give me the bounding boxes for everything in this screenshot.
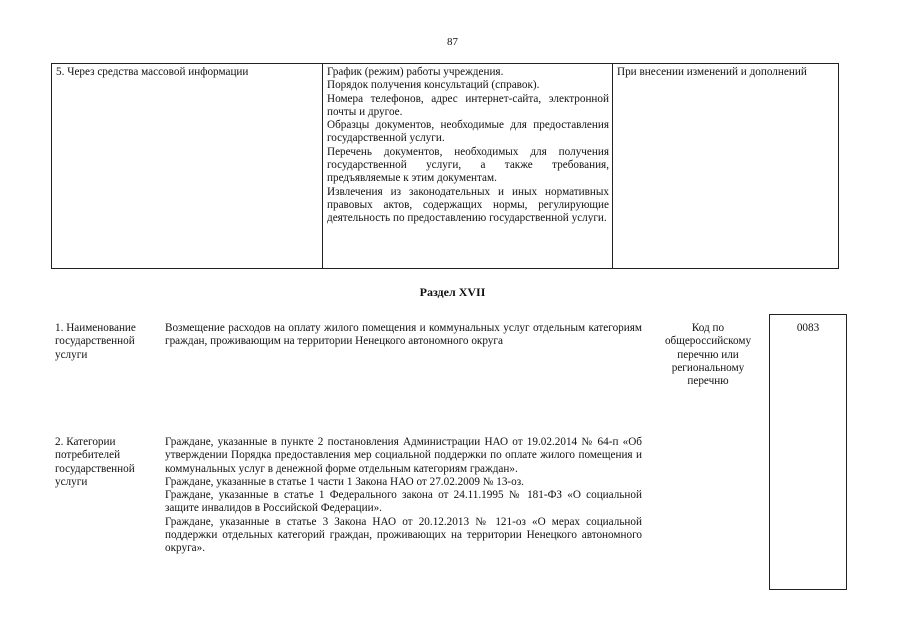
content-paragraph: Перечень документов, необходимых для получения государственной услуги, а также требования, предъявляемые к этим документам.	[327, 145, 609, 185]
code-label: Код по общероссийскому перечню или региональному перечню	[664, 322, 752, 388]
content-paragraph: Порядок получения консультаций (справок).	[327, 79, 540, 92]
content-cell	[323, 64, 613, 268]
content-paragraph: График (режим) работы учреждения.	[327, 66, 504, 78]
content-paragraph: Номера телефонов, адрес интернет-сайта, электронной почты и другое.	[327, 92, 609, 118]
service-name: Возмещение расходов на оплату жилого помещения и коммунальных услуг отдельным категориям граждан, проживающим на территории Ненецкого автономного округа	[165, 322, 642, 348]
category-list	[165, 436, 642, 556]
category-item: Граждане, указанные в статье 1 части 1 Закона НАО от 27.02.2009 № 13-оз.	[165, 475, 524, 488]
category-item: Граждане, указанные в статье 3 Закона НАО от 20.12.2013 № 121-оз «О мерах социальной поддержки отдельных категорий граждан, проживающих на территории Ненецкого автономного округа».	[165, 515, 642, 555]
code-box	[769, 314, 847, 590]
content-paragraph: Извлечения из законодательных и иных нормативных правовых актов, содержащих нормы, регулирующие деятельность по предоставлению государственной услуги.	[327, 185, 609, 225]
section-title: Раздел XVII	[419, 285, 486, 299]
page-number: 87	[447, 36, 458, 48]
category-item: Граждане, указанные в пункте 2 постановления Администрации НАО от 19.02.2014 № 64-п «Об утверждении Порядка предоставления мер социальной поддержки по оплате жилого помещения и коммунальных услуг в денежной форме отдельным категориям граждан».	[165, 436, 642, 475]
code-value: 0083	[796, 322, 820, 334]
content-paragraph: Образцы документов, необходимые для предоставления государственной услуги.	[327, 119, 609, 145]
channel-label: 5. Через средства массовой информации	[56, 66, 249, 78]
category-label: 2. Категории потребителей государственной услуги	[55, 436, 135, 488]
frequency-cell	[613, 64, 840, 268]
info-channels-table	[51, 63, 839, 269]
category-item: Граждане, указанные в статье 1 Федерального закона от 24.11.1995 № 181-ФЗ «О социальной защите инвалидов в Российской Федерации».	[165, 489, 642, 515]
frequency-text: При внесении изменений и дополнений	[617, 66, 807, 78]
service-name-label: 1. Наименование государственной услуги	[55, 322, 136, 361]
channel-cell	[52, 64, 323, 268]
